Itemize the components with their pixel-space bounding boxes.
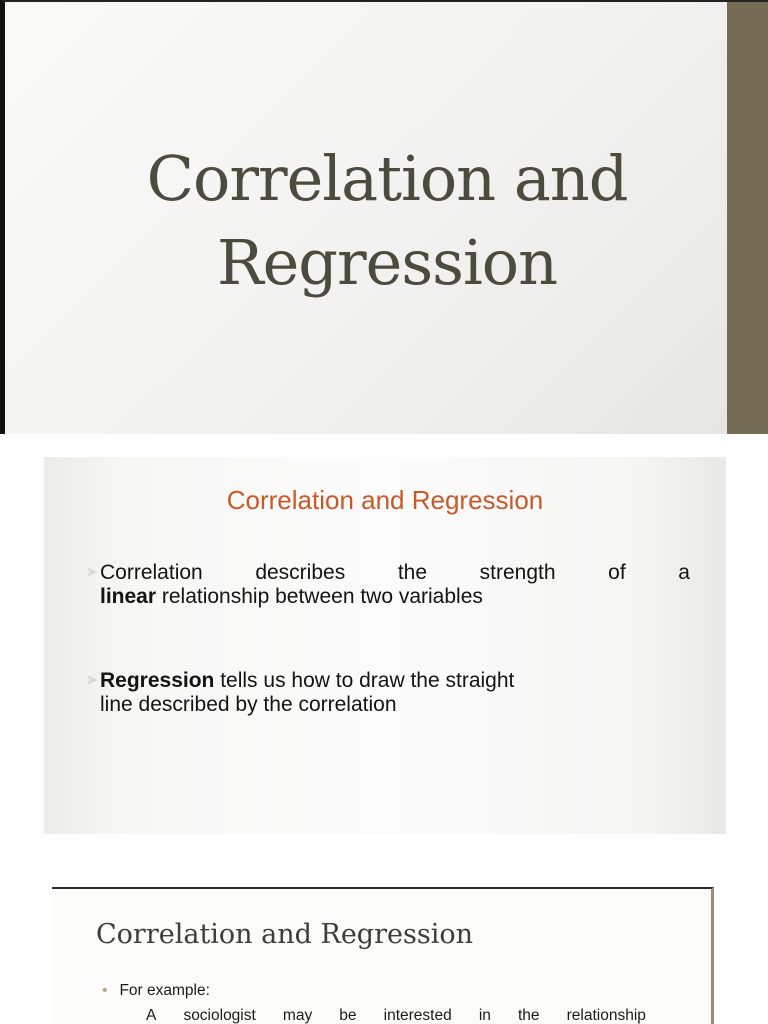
word: may bbox=[282, 1007, 313, 1024]
bullet-correlation bbox=[85, 561, 700, 609]
word: the bbox=[517, 1007, 540, 1024]
word: the bbox=[397, 561, 428, 584]
bullet-regression-line-2: line described by the correlation bbox=[100, 693, 397, 716]
example-slide bbox=[52, 887, 714, 1024]
word: sociologist bbox=[183, 1007, 256, 1024]
bold-term-regression: Regression bbox=[100, 669, 215, 692]
word: Correlation bbox=[100, 561, 203, 584]
title-line-2: Regression bbox=[216, 226, 558, 299]
word: be bbox=[339, 1007, 357, 1024]
word: A bbox=[146, 1007, 157, 1024]
word: of bbox=[608, 561, 626, 584]
definition-slide-title: Correlation and Regression bbox=[226, 485, 544, 515]
arrow-bullet-icon: ➤ bbox=[85, 564, 99, 581]
word: strength bbox=[479, 561, 556, 584]
bullet-correlation-line-1 bbox=[100, 561, 690, 585]
word: in bbox=[478, 1007, 491, 1024]
example-slide-title: Correlation and Regression bbox=[96, 919, 473, 950]
bullet-regression bbox=[85, 669, 700, 717]
title-slide-heading bbox=[3, 137, 768, 305]
title-slide bbox=[0, 0, 768, 434]
word: relationship bbox=[566, 1007, 646, 1024]
title-line-1: Correlation and bbox=[146, 142, 628, 215]
example-bullet bbox=[102, 982, 210, 1000]
definition-slide bbox=[44, 457, 726, 834]
dot-bullet-icon: • bbox=[102, 982, 108, 999]
word: interested bbox=[383, 1007, 452, 1024]
example-line bbox=[146, 1007, 646, 1024]
bullet-correlation-line-2 bbox=[100, 585, 700, 609]
word: describes bbox=[255, 561, 346, 584]
bullet-regression-rest: tells us how to draw the straight bbox=[214, 669, 515, 692]
arrow-bullet-icon: ➤ bbox=[85, 672, 99, 689]
bold-term-linear: linear bbox=[100, 585, 157, 608]
bullet-correlation-rest: relationship between two variables bbox=[156, 585, 483, 608]
bullet-regression-line-1 bbox=[100, 669, 700, 693]
word: a bbox=[678, 561, 690, 584]
example-bullet-text: For example: bbox=[119, 982, 210, 999]
